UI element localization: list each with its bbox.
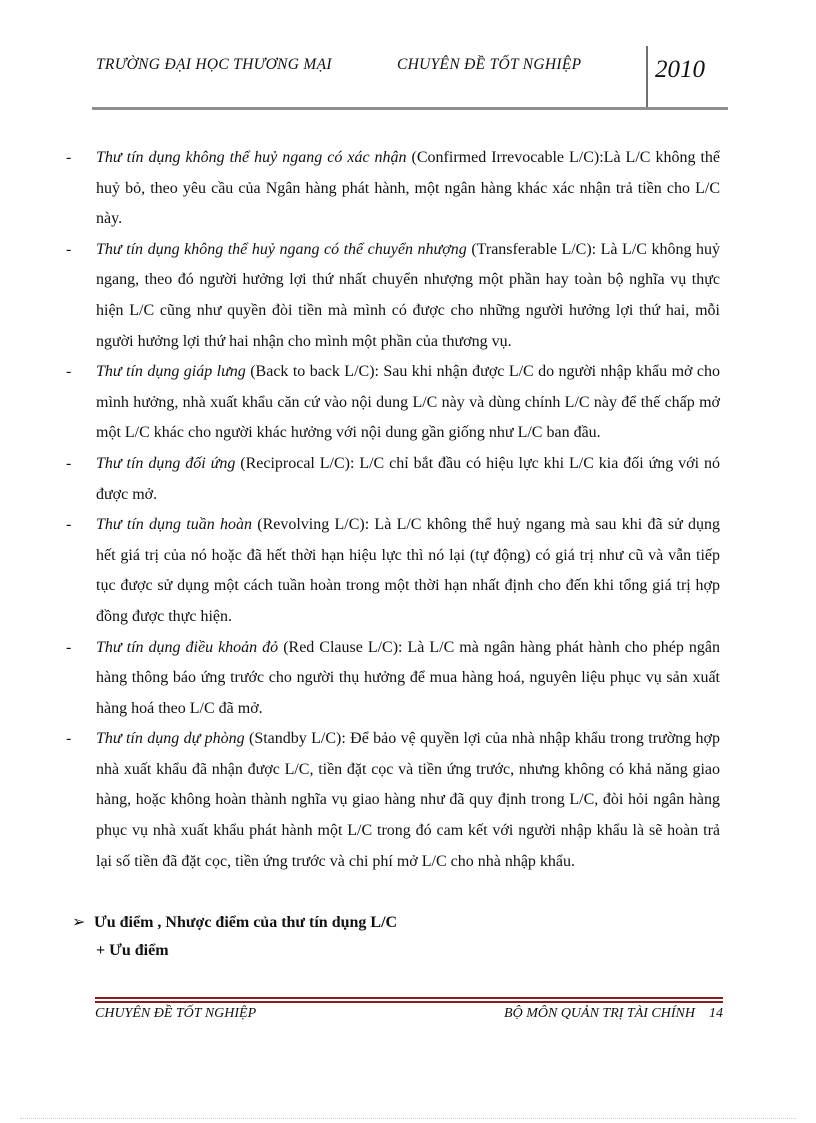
list-item <box>66 724 720 877</box>
header-rule <box>92 107 728 110</box>
footer-rule-line <box>95 1001 723 1003</box>
list-item <box>66 510 720 632</box>
header-topic: CHUYÊN ĐỀ TỐT NGHIỆP <box>397 56 582 73</box>
term-italic: Thư tín dụng dự phòng <box>96 730 245 748</box>
list-dash: - <box>66 516 72 534</box>
footer-right-text: BỘ MÔN QUẢN TRỊ TÀI CHÍNH 14 <box>504 1006 723 1021</box>
page-bottom-dotted-border <box>20 1118 796 1119</box>
item-text: (Revolving L/C): Là L/C không thể huỷ ngang mà sau khi đã sử dụng hết giá trị của nó hoặc đã hết thời hạn hiệu lực thì nó lại (tự động) có giá trị như cũ và vẫn tiếp tục được sử dụng một cách tuần hoàn trong một thời hạn nhất định cho đến khi tổng giá trị hợp đồng được thực hiện. <box>96 516 720 625</box>
item-text: (Standby L/C): Để bảo vệ quyền lợi của nhà nhập khẩu trong trường hợp nhà xuất khẩu đã nhận được L/C, tiền đặt cọc và tiền ứng trước, nhưng không có khả năng giao hàng, hoặc không hoàn thành nghĩa vụ giao hàng như đã quy định trong L/C, đòi hỏi ngân hàng phục vụ nhà xuất khẩu phát hành một L/C trong đó cam kết với người nhập khẩu là sẽ hoàn trả lại số tiền đã đặt cọc, tiền ứng trước và chi phí mở L/C cho nhà nhập khẩu. <box>96 730 720 870</box>
term-italic: Thư tín dụng không thể huỷ ngang có xác nhận <box>96 149 407 166</box>
list-item <box>66 143 720 235</box>
item-text: (Reciprocal L/C): L/C chỉ bắt đầu có hiệu lực khi L/C kia đối ứng với nó được mở. <box>96 454 721 503</box>
list-dash: - <box>66 638 72 656</box>
section-title: Ưu điểm , Nhược điểm của thư tín dụng L/C <box>94 914 398 931</box>
item-text: (Red Clause L/C): Là L/C mà ngân hàng phát hành cho phép ngân hàng thông báo ứng trước cho người thụ hưởng để mua hàng hoá, nguyên liệu phục vụ sản xuất hàng hoá theo L/C đã mở. <box>96 638 721 717</box>
list-dash: - <box>66 240 72 258</box>
body-content <box>66 143 720 877</box>
section-heading <box>72 908 397 939</box>
term-italic: Thư tín dụng đối ứng <box>96 454 236 472</box>
item-text: (Confirmed Irrevocable L/C):Là L/C không thể huỷ bỏ, theo yêu cầu của Ngân hàng phát hành, một ngân hàng khác xác nhận trả tiền cho L/C này. <box>96 149 720 228</box>
item-text: (Transferable L/C): Là L/C không huỷ ngang, theo đó người hưởng lợi thứ nhất chuyển nhượng một phần hay toàn bộ nghĩa vụ thực hiện L/C cũng như quyền đòi tiền mà mình có được cho những người hưởng lợi thứ hai, mỗi người hưởng lợi thứ hai nhận cho mình một phần của thương vụ. <box>96 240 721 350</box>
footer-left-text: CHUYÊN ĐỀ TỐT NGHIỆP <box>95 1006 257 1021</box>
arrow-bullet-icon: ➢ <box>72 914 86 931</box>
header-vertical-divider <box>646 46 648 108</box>
term-italic: Thư tín dụng giáp lưng <box>96 363 246 381</box>
list-dash: - <box>66 730 72 748</box>
list-item <box>66 633 720 725</box>
list-item <box>66 357 720 449</box>
list-dash: - <box>66 454 72 472</box>
subsection-heading: + Ưu điểm <box>96 942 169 959</box>
term-italic: Thư tín dụng điều khoản đỏ <box>96 638 279 656</box>
term-italic: Thư tín dụng tuần hoàn <box>96 516 252 534</box>
list-item <box>66 235 720 357</box>
list-item <box>66 449 720 510</box>
item-text: (Back to back L/C): Sau khi nhận được L/C do người nhập khẩu mở cho mình hưởng, nhà xuất khẩu căn cứ vào nội dung L/C này và dùng chính L/C này để thế chấp mở một L/C khác cho người khác hưởng với nội dung gần giống như L/C ban đầu. <box>96 363 720 442</box>
header-school-name: TRƯỜNG ĐẠI HỌC THƯƠNG MẠI <box>96 56 332 73</box>
list-dash: - <box>66 149 72 166</box>
page-header <box>92 52 728 110</box>
footer-rule-line <box>95 997 723 999</box>
footer-double-rule <box>95 997 723 1004</box>
header-year: 2010 <box>655 56 705 83</box>
list-dash: - <box>66 363 72 381</box>
term-italic: Thư tín dụng không thể huỷ ngang có thể chuyển nhượng <box>96 240 467 258</box>
